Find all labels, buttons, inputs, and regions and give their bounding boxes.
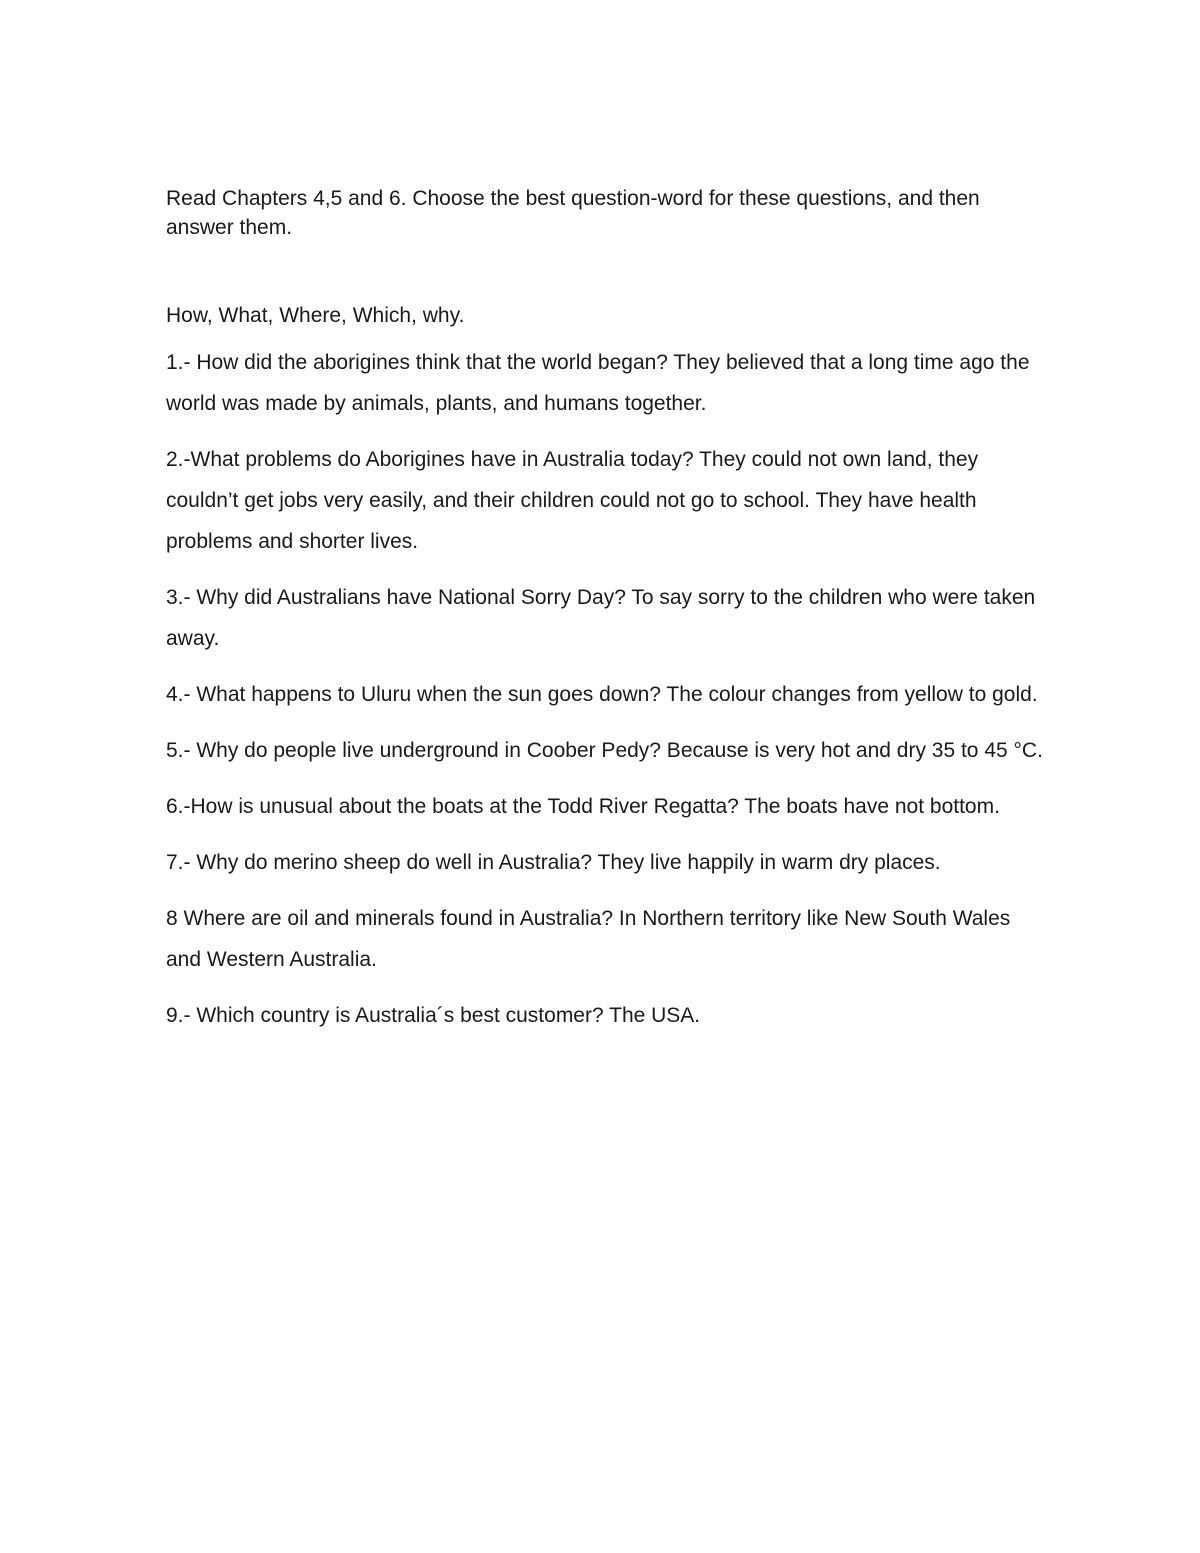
question-answer-item: 7.- Why do merino sheep do well in Australia? They live happily in warm dry places. — [166, 851, 941, 874]
question-answer-item: 4.- What happens to Uluru when the sun goes down? The colour changes from yellow to gold. — [166, 683, 1038, 706]
question-answer-item: 5.- Why do people live underground in Coober Pedy? Because is very hot and dry 35 to 45 °C. — [166, 739, 1043, 762]
question-answer-item: 1.- How did the aborigines think that the world began? They believed that a long time ago the world was made by animals, plants, and humans together. — [166, 351, 1030, 415]
question-answer-item: 3.- Why did Australians have National Sorry Day? To say sorry to the children who were taken away. — [166, 586, 1036, 650]
instructions-paragraph: Read Chapters 4,5 and 6. Choose the best question-word for these questions, and then answer them. — [166, 187, 980, 239]
question-answer-list — [166, 342, 1046, 1036]
question-answer-item: 2.-What problems do Aborigines have in Australia today? They could not own land, they couldn’t get jobs very easily, and their children could not go to school. They have health problems and shorter lives. — [166, 448, 979, 553]
question-answer-item: 6.-How is unusual about the boats at the Todd River Regatta? The boats have not bottom. — [166, 795, 1000, 818]
question-word-bank: How, What, Where, Which, why. — [166, 304, 465, 327]
question-answer-item: 8 Where are oil and minerals found in Australia? In Northern territory like New South Wales and Western Australia. — [166, 907, 1011, 971]
document-body — [166, 184, 1046, 1051]
question-answer-item: 9.- Which country is Australia´s best customer? The USA. — [166, 1004, 701, 1027]
